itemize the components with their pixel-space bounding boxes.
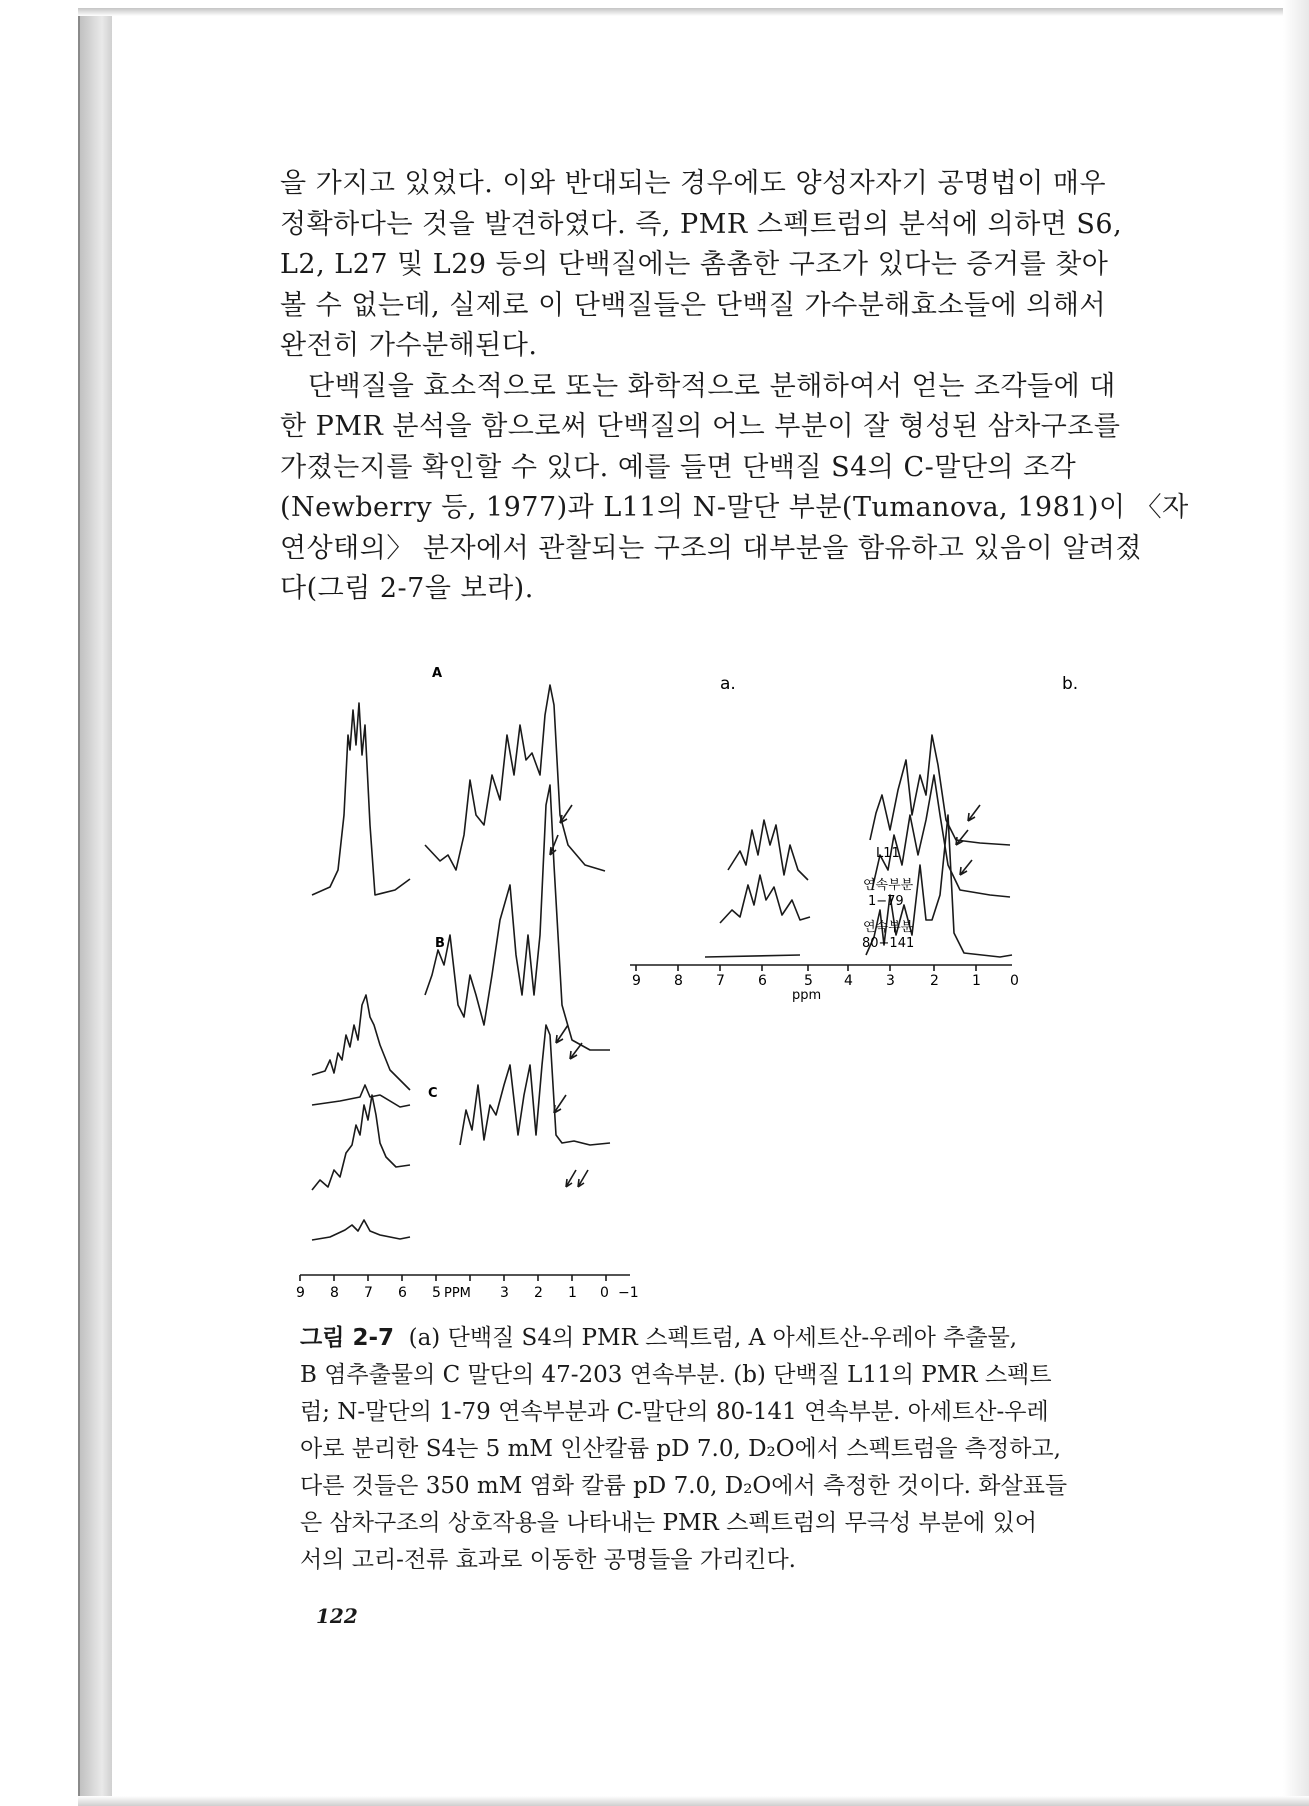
caption-line: 아로 분리한 S4는 5 mM 인산칼륨 pD 7.0, D₂O에서 스펙트럼을 측정하고, bbox=[300, 1436, 1061, 1462]
left-axis-tick-label: 2 bbox=[534, 1285, 543, 1301]
arrow bbox=[578, 1170, 588, 1187]
caption-line: 다른 것들은 350 mM 염화 칼륨 pD 7.0, D₂O에서 측정한 것이다. 화살표들 bbox=[300, 1473, 1068, 1499]
right-axis-tick-label: 4 bbox=[844, 973, 853, 989]
right-axis-ticks bbox=[636, 965, 976, 971]
spectrum-trace-left-4 bbox=[312, 1095, 410, 1190]
right-axis-tick-label: 8 bbox=[674, 973, 683, 989]
arrow bbox=[956, 830, 968, 845]
trace-label-segment: 연속부분 bbox=[863, 878, 914, 893]
right-axis-tick-label: 5 bbox=[804, 973, 813, 989]
trace-label-L11: L11 bbox=[876, 846, 900, 861]
spectrum-trace-L11-b bbox=[870, 735, 1010, 845]
caption-line: B 염추출물의 C 말단의 47-203 연속부분. (b) 단백질 L11의 PMR 스펙트 bbox=[300, 1362, 1052, 1388]
page-top-shadow bbox=[78, 8, 1298, 16]
page-binding-shadow bbox=[78, 8, 112, 1798]
arrow bbox=[968, 805, 980, 821]
label-B: B bbox=[435, 936, 445, 951]
text-line: 을 가지고 있었다. 이와 반대되는 경우에도 양성자자기 공명법이 매우 bbox=[280, 168, 1107, 199]
trace-label-segment: 연속부분 bbox=[863, 920, 914, 935]
left-axis-tick-label: 0 bbox=[600, 1285, 609, 1301]
left-axis-tick-label: 3 bbox=[500, 1285, 509, 1301]
arrow bbox=[550, 835, 558, 855]
nmr-spectra-figure bbox=[296, 665, 1160, 1305]
right-axis-tick-label: 6 bbox=[758, 973, 767, 989]
right-axis-tick-label: 2 bbox=[930, 973, 939, 989]
spectrum-trace-B bbox=[425, 785, 610, 1050]
panel-label-b: b. bbox=[1062, 674, 1079, 694]
left-axis-tick-label: −1 bbox=[618, 1285, 639, 1301]
right-axis-tick-label: 9 bbox=[632, 973, 641, 989]
text-line: 볼 수 없는데, 실제로 이 단백질들은 단백질 가수분해효소들에 의해서 bbox=[280, 289, 1107, 321]
left-axis-unit-label: PPM bbox=[444, 1286, 471, 1301]
right-axis-tick-label: 1 bbox=[972, 973, 981, 989]
page-number: 122 bbox=[316, 1604, 358, 1628]
spectrum-trace-left-3 bbox=[312, 1085, 410, 1107]
left-axis-ticks bbox=[300, 1275, 606, 1281]
text-line: 한 PMR 분석을 함으로써 단백질의 어느 부분이 잘 형성된 삼차구조를 bbox=[280, 411, 1121, 442]
left-axis-tick-label: 7 bbox=[364, 1285, 373, 1301]
spectrum-trace-left-1 bbox=[312, 703, 410, 895]
right-axis-tick-label: 3 bbox=[886, 973, 895, 989]
arrow bbox=[560, 805, 572, 823]
caption-text: (a) 단백질 S4의 PMR 스펙트럼, A 아세트산-우레아 추출물, bbox=[408, 1325, 1018, 1351]
spectrum-trace-C bbox=[460, 1025, 610, 1145]
text-line: 정확하다는 것을 발견하였다. 즉, PMR 스펙트럼의 분석에 의하면 S6, bbox=[280, 208, 1123, 240]
left-axis-tick-label: 5 bbox=[432, 1285, 441, 1301]
spectrum-trace-L11-a bbox=[728, 820, 808, 880]
trace-label-range: 1−79 bbox=[868, 894, 904, 909]
right-axis-tick-label: 7 bbox=[716, 973, 725, 989]
left-axis-tick-label: 9 bbox=[296, 1285, 305, 1301]
arrow bbox=[960, 860, 972, 875]
left-axis-tick-label: 6 bbox=[398, 1285, 407, 1301]
right-axis-unit-label: ppm bbox=[792, 988, 822, 1003]
text-line: 연상태의〉 분자에서 관찰되는 구조의 대부분을 함유하고 있음이 알려졌 bbox=[280, 532, 1142, 564]
figure-caption bbox=[300, 1320, 1152, 1579]
caption-line: 럼; N-말단의 1-79 연속부분과 C-말단의 80-141 연속부분. 아세트산-우레 bbox=[300, 1399, 1049, 1425]
text-line: 가졌는지를 확인할 수 있다. 예를 들면 단백질 S4의 C-말단의 조각 bbox=[280, 451, 1077, 483]
page-edge bbox=[78, 8, 80, 1798]
paragraph-2 bbox=[280, 367, 1189, 610]
text-line: 단백질을 효소적으로 또는 화학적으로 분해하여서 얻는 조각들에 대 bbox=[308, 370, 1116, 402]
page-bottom-shadow bbox=[78, 1796, 1309, 1806]
body-text bbox=[280, 164, 1189, 610]
text-line: (Newberry 등, 1977)과 L11의 N-말단 부분(Tumanova, 1981)이 〈자 bbox=[280, 492, 1189, 523]
spectrum-trace-1-79-a bbox=[720, 875, 810, 923]
spectrum-trace-A bbox=[425, 685, 605, 871]
arrow bbox=[556, 1025, 568, 1043]
figure-2-7 bbox=[296, 665, 1160, 1305]
label-C: C bbox=[428, 1086, 438, 1101]
arrow bbox=[570, 1043, 582, 1059]
page-right-shadow bbox=[1283, 0, 1309, 1806]
spectrum-trace-80-141-a bbox=[705, 955, 800, 957]
label-A: A bbox=[432, 666, 443, 681]
left-axis-tick-label: 8 bbox=[330, 1285, 339, 1301]
text-line: 완전히 가수분해된다. bbox=[280, 330, 538, 361]
caption-label: 그림 2-7 bbox=[300, 1325, 394, 1351]
right-axis-tick-label: 0 bbox=[1010, 973, 1019, 989]
caption-line: 서의 고리-전류 효과로 이동한 공명들을 가리킨다. bbox=[300, 1547, 796, 1573]
panel-label-a: a. bbox=[720, 674, 736, 694]
text-line: L2, L27 및 L29 등의 단백질에는 촘촘한 구조가 있다는 증거를 찾아 bbox=[280, 249, 1109, 280]
text-line: 다(그림 2-7을 보라). bbox=[280, 573, 534, 604]
left-axis-tick-label: 1 bbox=[568, 1285, 577, 1301]
spectrum-trace-left-2 bbox=[312, 995, 410, 1090]
spectrum-trace-left-5 bbox=[312, 1220, 410, 1240]
caption-line: 은 삼차구조의 상호작용을 나타내는 PMR 스펙트럼의 무극성 부분에 있어 bbox=[300, 1510, 1037, 1536]
paragraph-1 bbox=[280, 164, 1152, 367]
arrow bbox=[566, 1170, 576, 1187]
arrow bbox=[554, 1095, 566, 1113]
trace-label-range: 80−141 bbox=[862, 936, 915, 951]
caption-line bbox=[300, 1320, 1152, 1357]
